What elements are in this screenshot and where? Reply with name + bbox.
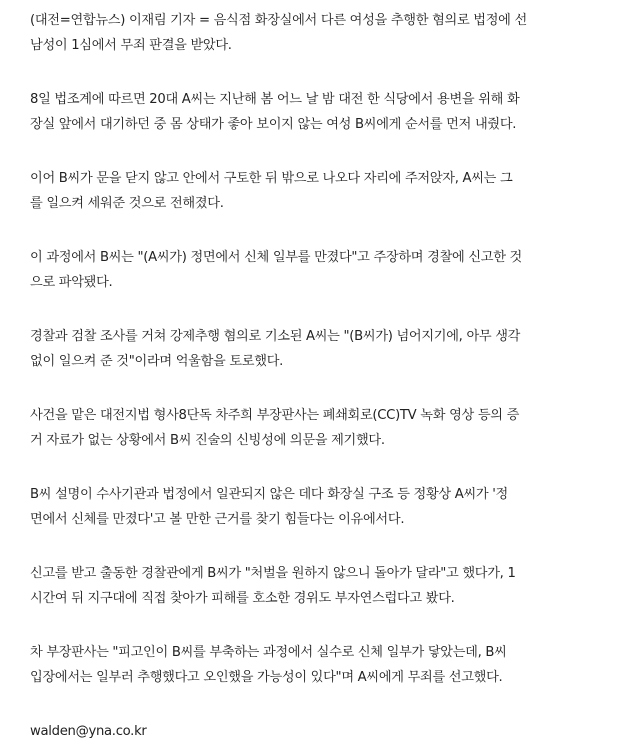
paragraph-line: 신고를 받고 출동한 경찰관에게 B씨가 "처벌을 원하지 않으니 돌아가 달라"고 했다가, 1 bbox=[30, 566, 516, 581]
paragraph-8 bbox=[30, 561, 628, 611]
paragraph-line: 거 자료가 없는 상황에서 B씨 진술의 신빙성에 의문을 제기했다. bbox=[30, 433, 385, 448]
reporter-email: walden@yna.co.kr bbox=[30, 724, 147, 739]
paragraph-6 bbox=[30, 403, 628, 453]
paragraph-4 bbox=[30, 245, 628, 295]
paragraph-7 bbox=[30, 482, 628, 532]
paragraph-line: 경찰과 검찰 조사를 거쳐 강제추행 혐의로 기소된 A씨는 "(B씨가) 넘어지기에, 아무 생각 bbox=[30, 329, 521, 344]
paragraph-line: B씨 설명이 수사기관과 법정에서 일관되지 않은 데다 화장실 구조 등 정황상 A씨가 '정 bbox=[30, 487, 508, 502]
paragraph-line: (대전=연합뉴스) 이재림 기자 = 음식점 화장실에서 다른 여성을 추행한 혐의로 법정에 선 bbox=[30, 13, 527, 28]
paragraph-line: 없이 일으켜 준 것"이라며 억울함을 토로했다. bbox=[30, 354, 284, 369]
paragraph-line: 남성이 1심에서 무죄 판결을 받았다. bbox=[30, 38, 232, 53]
paragraph-line: 를 일으켜 세워준 것으로 전해졌다. bbox=[30, 196, 224, 211]
paragraph-lead bbox=[30, 8, 628, 58]
paragraph-line: 면에서 신체를 만졌다'고 볼 만한 근거를 찾기 힘들다는 이유에서다. bbox=[30, 512, 405, 527]
paragraph-line: 입장에서는 일부러 추행했다고 오인했을 가능성이 있다"며 A씨에게 무죄를 선고했다. bbox=[30, 670, 503, 685]
paragraph-line: 이 과정에서 B씨는 "(A씨가) 정면에서 신체 일부를 만졌다"고 주장하며 경찰에 신고한 것 bbox=[30, 250, 522, 265]
paragraph-line: 차 부장판사는 "피고인이 B씨를 부축하는 과정에서 실수로 신체 일부가 닿았는데, B씨 bbox=[30, 645, 507, 660]
paragraph-2 bbox=[30, 87, 628, 137]
paragraph-line: 장실 앞에서 대기하던 중 몸 상태가 좋아 보이지 않는 여성 B씨에게 순서를 먼저 내줬다. bbox=[30, 117, 517, 132]
paragraph-5 bbox=[30, 324, 628, 374]
paragraph-line: 으로 파악됐다. bbox=[30, 275, 113, 290]
paragraph-line: 시간여 뒤 지구대에 직접 찾아가 피해를 호소한 경위도 부자연스럽다고 봤다. bbox=[30, 591, 455, 606]
article-body bbox=[30, 8, 628, 744]
paragraph-line: 8일 법조계에 따르면 20대 A씨는 지난해 봄 어느 날 밤 대전 한 식당에서 용변을 위해 화 bbox=[30, 92, 520, 107]
paragraph-3 bbox=[30, 166, 628, 216]
paragraph-line: 이어 B씨가 문을 닫지 않고 안에서 구토한 뒤 밖으로 나오다 자리에 주저앉자, A씨는 그 bbox=[30, 171, 513, 186]
paragraph-9 bbox=[30, 640, 628, 690]
paragraph-line: 사건을 맡은 대전지법 형사8단독 차주희 부장판사는 폐쇄회로(CC)TV 녹화 영상 등의 증 bbox=[30, 408, 520, 423]
